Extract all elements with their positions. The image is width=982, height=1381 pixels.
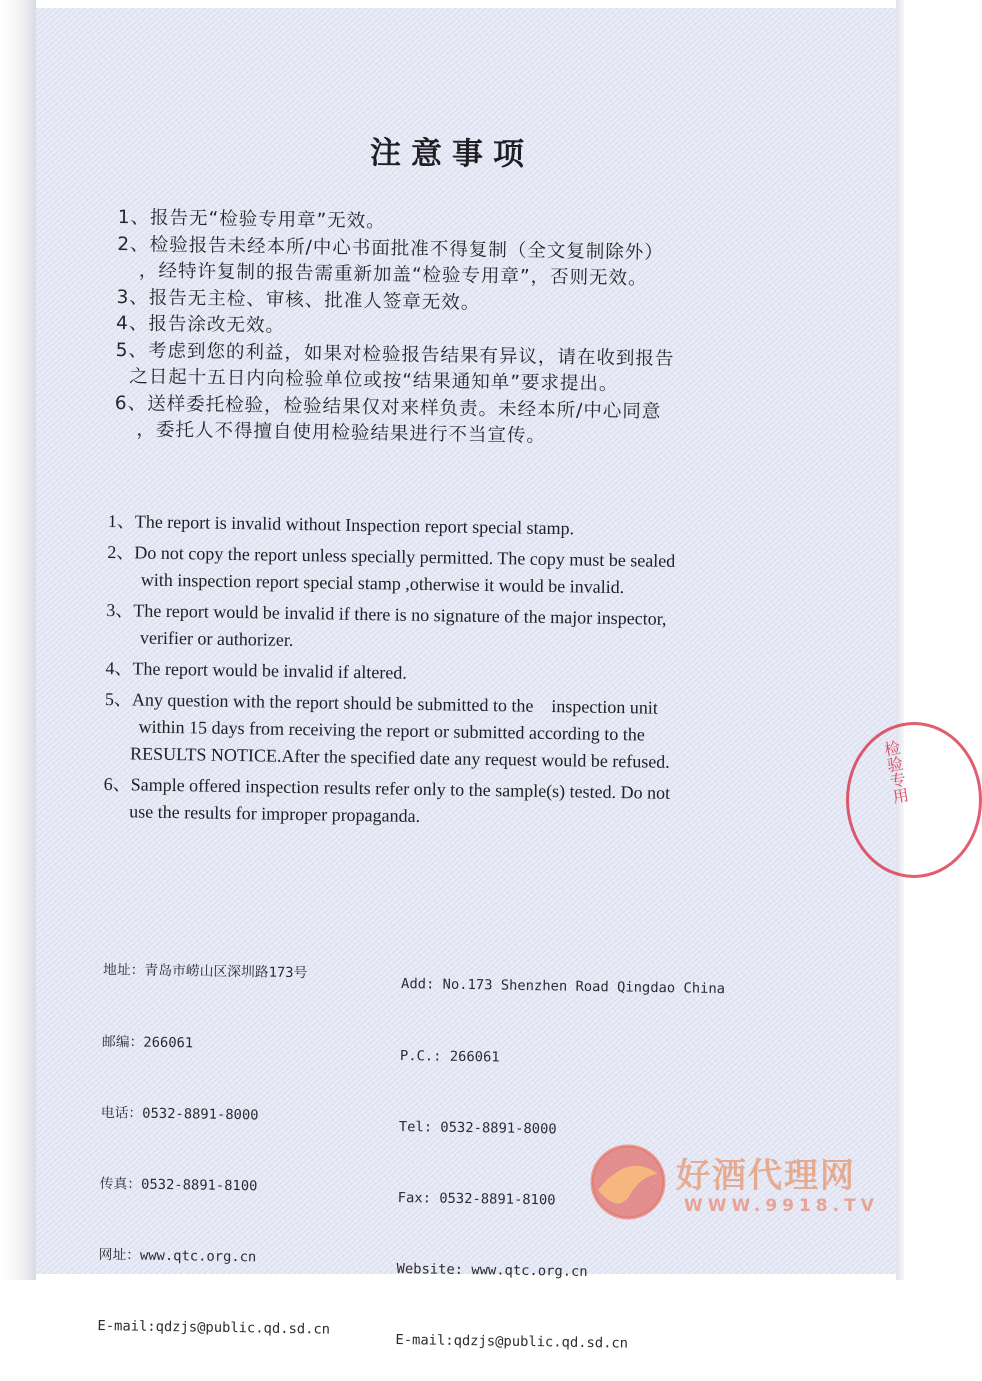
phone-en: Tel: 0532-8891-8000 (398, 1118, 557, 1138)
watermark (588, 1142, 888, 1226)
watermark-name: 好酒代理网 (676, 1156, 856, 1196)
watermark-logo-icon (588, 1142, 668, 1222)
website-en: Website: www.qtc.org.cn (396, 1260, 588, 1280)
notes-chinese (114, 205, 818, 454)
fax-en: Fax: 0532-8891-8100 (397, 1189, 556, 1209)
note-en-1: 1、The report is invalid without Inspection report special stamp. (107, 510, 575, 539)
stamp-text: 检验专用 (880, 738, 911, 806)
page-title: 注意事项 (369, 135, 535, 173)
note-en-2: 2、Do not copy the report unless specially permitted. The copy must be sealed with inspection report special stamp ,otherwise it would be invalid. (107, 541, 676, 598)
scan-left-edge (0, 0, 36, 1280)
note-cn-2: 2、检验报告未经本所/中心书面批准不得复制（全文复制除外） ，经特许复制的报告需重新加盖“检验专用章”，否则无效。 (117, 233, 665, 290)
address-en: Add: No.173 Shenzhen Road Qingdao China (400, 976, 726, 998)
note-cn-6: 6、送样委托检验，检验结果仅对来样负责。未经本所/中心同意 ，委托人不得擅自使用检验结果进行不当宣传。 (114, 392, 662, 447)
note-en-4: 4、The report would be invalid if altered. (105, 657, 408, 683)
note-cn-4: 4、报告涂改无效。 (115, 312, 286, 337)
red-seal-stamp (846, 722, 982, 878)
note-en-5: 5、Any question with the report should be submitted to the inspection unit within 15 days from receiving the report or submitted according to the RESULTS NOTICE.After the specified date any request would be refused. (104, 688, 670, 772)
note-en-3: 3、The report would be invalid if there is no signature of the major inspector, verifier or authorizer. (106, 599, 667, 650)
postcode-en: P.C.: 266061 (399, 1047, 500, 1066)
email-en: E-mail:qdzjs@public.qd.sd.cn (395, 1331, 629, 1352)
postcode-cn: 邮编：266061 (101, 1033, 194, 1051)
note-cn-5: 5、考虑到您的利益，如果对检验报告结果有异议，请在收到报告 之日起十五日内向检验单位或按“结果通知单”要求提出。 (115, 339, 675, 395)
note-cn-1: 1、报告无“检验专用章”无效。 (117, 206, 386, 233)
watermark-url: WWW.9918.TV (684, 1196, 879, 1216)
notes-english (103, 508, 798, 840)
email-cn: E-mail:qdzjs@public.qd.sd.cn (97, 1317, 331, 1338)
scan-right-edge (896, 0, 904, 1280)
website-cn: 网址：www.qtc.org.cn (98, 1246, 257, 1266)
phone-cn: 电话：0532-8891-8000 (100, 1104, 259, 1124)
contact-info-chinese (97, 912, 337, 1366)
note-en-6: 6、Sample offered inspection results refer only to the sample(s) tested. Do not use the results for improper propaganda. (103, 773, 671, 826)
fax-cn: 传真：0532-8891-8100 (99, 1175, 258, 1195)
note-cn-3: 3、报告无主检、审核、批准人签章无效。 (116, 286, 481, 314)
address-cn: 地址：青岛市崂山区深圳路173号 (102, 962, 308, 982)
